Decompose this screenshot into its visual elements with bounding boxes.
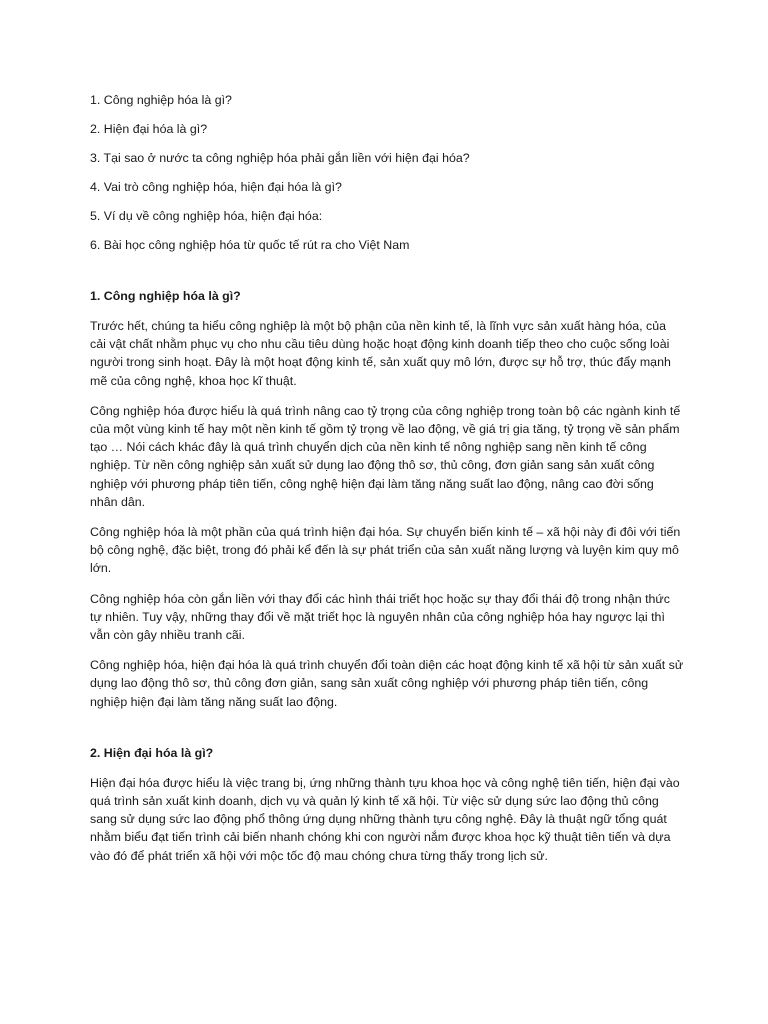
paragraph: Trước hết, chúng ta hiểu công nghiệp là một bộ phận của nền kinh tế, là lĩnh vực sản xuất hàng hóa, của cải vật chất nhằm phục vụ cho nhu cầu tiêu dùng hoặc hoạt động kinh doanh tiếp theo cho cuộc sống loài người trong sinh hoạt. Đây là một hoạt động kinh tế, sản xuất quy mô lớn, được sự hỗ trợ, thúc đẩy mạnh mẽ của công nghệ, khoa học kĩ thuật. [90,319,671,388]
paragraph: Hiện đại hóa được hiểu là việc trang bị, ứng những thành tựu khoa học và công nghệ tiên tiến, hiện đại vào quá trình sản xuất kinh doanh, dịch vụ và quản lý kinh tế xã hội. Từ việc sử dụng sức lao động thủ công sang sử dụng sức lao động phổ thông ứng dụng những thành tựu công nghệ. Đây là thuật ngữ tổng quát nhằm biểu đạt tiến trình cải biến nhanh chóng khi con người nắm được khoa học kỹ thuật tiên tiến và dựa vào đó để phát triển xã hội với mộc tốc độ mau chóng chưa từng thấy trong lịch sử. [90,775,680,863]
toc-item: 5. Ví dụ về công nghiệp hóa, hiện đại hóa: [90,209,323,223]
toc-item: 2. Hiện đại hóa là gì? [90,122,208,136]
section-modernization [90,745,684,865]
paragraph: Công nghiệp hóa, hiện đại hóa là quá trình chuyển đổi toàn diện các hoạt động kinh tế xã hội từ sản xuất sử dụng lao động thô sơ, thủ công đơn giản, sang sản xuất công nghiệp với phương pháp tiên tiến, công nghiệp hiện đại làm tăng năng suất lao động. [90,658,684,709]
section-heading: 1. Công nghiệp hóa là gì? [90,289,241,303]
toc-item: 3. Tại sao ở nước ta công nghiệp hóa phải gắn liền với hiện đại hóa? [90,151,470,165]
toc-item: 1. Công nghiệp hóa là gì? [90,93,232,107]
paragraph: Công nghiệp hóa là một phần của quá trình hiện đại hóa. Sự chuyển biến kinh tế – xã hội này đi đôi với tiến bộ công nghệ, đặc biệt, trong đó phải kể đến là sự phát triển của sản xuất năng lượng và luyện kim quy mô lớn. [90,525,681,576]
table-of-contents [90,92,684,254]
toc-item: 4. Vai trò công nghiệp hóa, hiện đại hóa là gì? [90,180,342,194]
section-industrialization [90,288,684,711]
toc-item: 6. Bài học công nghiệp hóa từ quốc tế rút ra cho Việt Nam [90,238,410,252]
paragraph: Công nghiệp hóa còn gắn liền với thay đổi các hình thái triết học hoặc sự thay đổi thái độ trong nhận thức tự nhiên. Tuy vậy, những thay đổi về mặt triết học là nguyên nhân của công nghiệp hóa hay ngược lại thì vẫn còn gây nhiều tranh cãi. [90,591,670,643]
paragraph: Công nghiệp hóa được hiểu là quá trình nâng cao tỷ trọng của công nghiệp trong toàn bộ các ngành kinh tế của một vùng kinh tế hay một nền kinh tế gồm tỷ trọng về lao động, về giá trị gia tăng, tỷ trọng về sản phẩm tạo … Nói cách khác đây là quá trình chuyển dịch của nền kinh tế nông nghiệp sang nền kinh tế công nghiệp. Từ nền công nghiệp sản xuất sử dụng lao động thô sơ, thủ công, đơn giản sang sản xuất công nghiệp với phương pháp tiên tiến, công nghệ hiện đại làm tăng năng suất lao động, nâng cao đời sống nhân dân. [90,403,681,509]
section-heading: 2. Hiện đại hóa là gì? [90,745,214,760]
